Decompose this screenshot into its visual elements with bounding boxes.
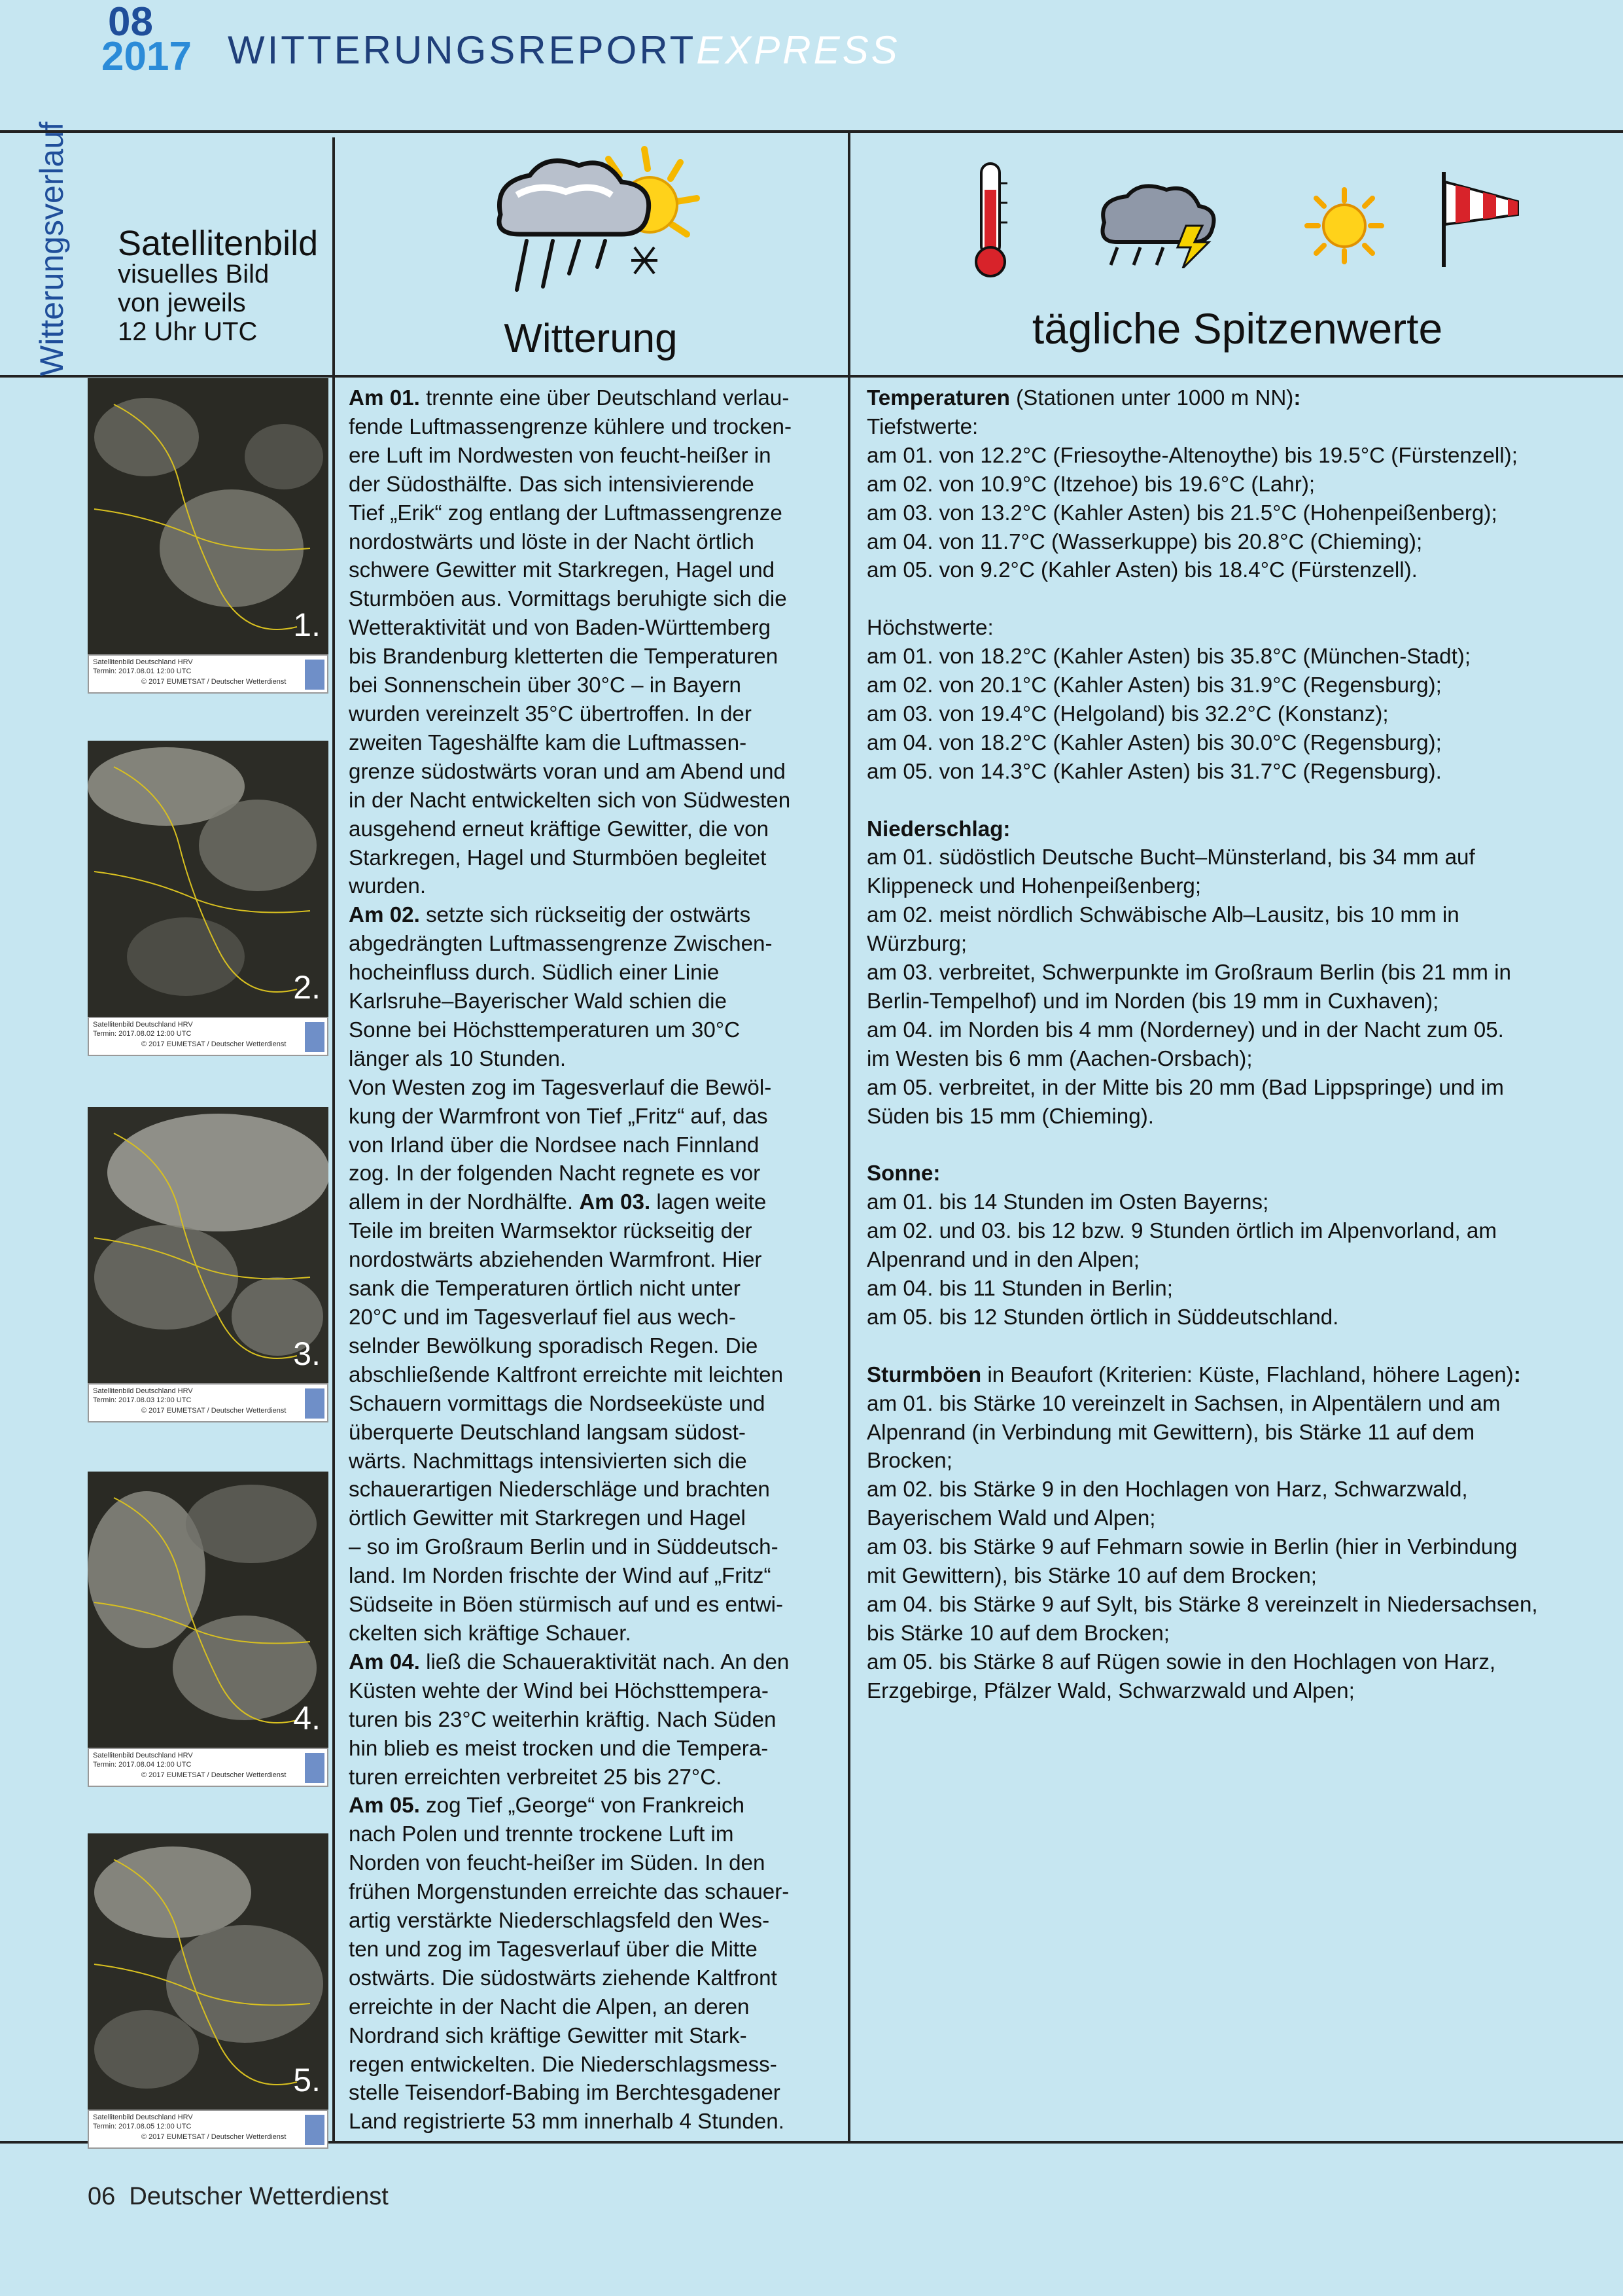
- text-run: land. Im Norden frischte der Wind auf „Fritz“: [349, 1564, 771, 1589]
- weather-column-title: Witterung: [504, 316, 678, 361]
- text-run: am 03. von 13.2°C (Kahler Asten) bis 21.5°C (Hohenpeißenberg);: [867, 501, 1497, 525]
- weather-text-line: [349, 1361, 838, 1390]
- text-run: frühen Morgenstunden erreichte das schauer-: [349, 1880, 790, 1905]
- satellite-caption-line: Satellitenbild Deutschland HRV: [93, 658, 193, 666]
- peak-text-line: [867, 1447, 1618, 1475]
- peak-text-line: [867, 1504, 1618, 1533]
- text-run: bis Brandenburg kletterten die Temperaturen: [349, 645, 778, 669]
- text-run: zog Tief „George“ von Frankreich: [419, 1793, 745, 1818]
- eumetsat-logo-icon: [305, 1388, 324, 1419]
- weather-text-line: [349, 1131, 838, 1160]
- report-year: 2017: [101, 34, 192, 79]
- bold-lead: Am 04.: [349, 1650, 420, 1674]
- weather-text-line: [349, 872, 838, 901]
- text-run: Tiefstwerte:: [867, 414, 979, 439]
- peaks-column-title: tägliche Spitzenwerte: [1032, 304, 1443, 353]
- weather-text-line: [349, 1878, 838, 1907]
- peak-text-line: [867, 1648, 1618, 1677]
- peak-text-line: [867, 843, 1618, 872]
- text-run: am 04. bis Stärke 9 auf Sylt, bis Stärke 8 vereinzelt in Niedersachsen,: [867, 1593, 1538, 1617]
- bold-lead: Am 05.: [349, 1793, 420, 1818]
- text-run: am 01. bis Stärke 10 vereinzelt in Sachsen, in Alpentälern und am: [867, 1391, 1501, 1416]
- text-run: Schauern vormittags die Nordseeküste und: [349, 1391, 765, 1416]
- bold-lead: Sonne:: [867, 1161, 941, 1186]
- weather-text-line: [349, 413, 838, 442]
- text-run: trennte eine über Deutschland verlau-: [419, 386, 790, 410]
- text-run: nordostwärts und löste in der Nacht örtlich: [349, 529, 754, 554]
- column-divider-2: [848, 132, 850, 2142]
- text-run: Küsten wehte der Wind bei Höchsttempera-: [349, 1678, 769, 1703]
- text-run: örtlich Gewitter mit Starkregen und Hagel: [349, 1506, 746, 1531]
- satellite-caption: [88, 1383, 328, 1422]
- eumetsat-logo-icon: [305, 660, 324, 690]
- peak-text-line: [867, 1332, 1618, 1361]
- text-run: erreichte in der Nacht die Alpen, an deren: [349, 1994, 750, 2019]
- peak-text-line: [867, 786, 1618, 815]
- text-run: am 03. bis Stärke 9 auf Fehmarn sowie in Berlin (hier in Verbindung: [867, 1535, 1518, 1560]
- text-run: Südseite in Böen stürmisch auf und es entwi-: [349, 1593, 784, 1617]
- satellite-image-number: 5.: [293, 2062, 321, 2098]
- page-footer: [88, 2183, 389, 2211]
- satellite-image-2: [88, 741, 328, 1056]
- satellite-caption-line: Termin: 2017.08.03 12:00 UTC: [93, 1396, 192, 1404]
- satellite-caption: [88, 1017, 328, 1056]
- satellite-map: [88, 1833, 328, 2110]
- text-run: ostwärts. Die südostwärts ziehende Kaltfront: [349, 1966, 777, 1990]
- text-run: grenze südostwärts voran und am Abend und: [349, 759, 786, 784]
- text-run: schauerartigen Niederschläge und brachten: [349, 1477, 770, 1502]
- side-label: Witterungsverlauf: [33, 121, 70, 376]
- bold-lead: :: [1513, 1362, 1521, 1387]
- satellite-column-title: Satellitenbild: [118, 224, 319, 263]
- report-month: 08: [108, 0, 153, 44]
- satellite-image-4: [88, 1472, 328, 1787]
- peak-text-line: [867, 815, 1618, 844]
- weather-text-line: [349, 959, 838, 987]
- sun-icon: [1302, 186, 1387, 265]
- weather-text-line: [349, 1332, 838, 1361]
- weather-text-line: [349, 1619, 838, 1648]
- satellite-caption-line: © 2017 EUMETSAT / Deutscher Wetterdienst: [141, 1771, 287, 1779]
- bold-lead: Niederschlag:: [867, 817, 1011, 841]
- peak-text-line: [867, 1591, 1618, 1619]
- weather-text-line: [349, 1677, 838, 1706]
- text-run: schwere Gewitter mit Starkregen, Hagel und: [349, 558, 775, 583]
- text-run: Norden von feucht-heißer im Süden. In den: [349, 1851, 765, 1876]
- weather-text-line: [349, 1419, 838, 1447]
- satellite-caption-line: Termin: 2017.08.02 12:00 UTC: [93, 1030, 192, 1038]
- weather-text-line: [349, 2079, 838, 2108]
- weather-text-line: [349, 1735, 838, 1763]
- text-run: regen entwickelten. Die Niederschlagsmess-: [349, 2052, 777, 2077]
- text-run: am 01. südöstlich Deutsche Bucht–Münsterland, bis 34 mm auf: [867, 845, 1475, 870]
- weather-text-line: [349, 786, 838, 815]
- peak-text-line: [867, 987, 1618, 1016]
- text-run: hin blieb es meist trocken und die Tempera-: [349, 1736, 769, 1761]
- text-run: am 03. verbreitet, Schwerpunkte im Großraum Berlin (bis 21 mm in: [867, 961, 1511, 985]
- satellite-subtitle-line: 12 Uhr UTC: [118, 317, 258, 346]
- text-run: Von Westen zog im Tagesverlauf die Bewöl-: [349, 1075, 772, 1100]
- text-run: ckelten sich kräftige Schauer.: [349, 1621, 631, 1646]
- peak-text-line: [867, 413, 1618, 442]
- cloud-sun-icon: [481, 143, 707, 300]
- peak-text-line: [867, 1390, 1618, 1419]
- text-run: am 02. von 20.1°C (Kahler Asten) bis 31.9°C (Regensburg);: [867, 673, 1442, 698]
- peak-text-line: [867, 499, 1618, 528]
- text-run: kung der Warmfront von Tief „Fritz“ auf, das: [349, 1104, 768, 1129]
- report-title-italic: EXPRESS: [696, 28, 900, 72]
- thunderstorm-icon: [1091, 177, 1222, 268]
- weather-text-line: [349, 1820, 838, 1849]
- text-run: Bayerischem Wald und Alpen;: [867, 1506, 1156, 1531]
- weather-text-line: [349, 1303, 838, 1332]
- text-run: 20°C und im Tagesverlauf fiel aus wech-: [349, 1305, 736, 1330]
- peak-text-line: [867, 1419, 1618, 1447]
- weather-text-line: [349, 1591, 838, 1619]
- text-run: Brocken;: [867, 1449, 952, 1474]
- text-run: am 04. von 11.7°C (Wasserkuppe) bis 20.8°C (Chieming);: [867, 529, 1423, 554]
- bold-lead: Am 03.: [579, 1190, 651, 1215]
- text-run: am 02. von 10.9°C (Itzehoe) bis 19.6°C (Lahr);: [867, 472, 1316, 497]
- text-run: wurden vereinzelt 35°C übertroffen. In der: [349, 701, 752, 726]
- peak-text-line: [867, 1016, 1618, 1045]
- satellite-subtitle-line: visuelles Bild: [118, 260, 270, 289]
- text-run: der Südosthälfte. Das sich intensivierende: [349, 472, 754, 497]
- weather-text-line: [349, 1792, 838, 1820]
- text-run: wurden.: [349, 874, 427, 899]
- text-run: Süden bis 15 mm (Chieming).: [867, 1104, 1154, 1129]
- weather-text-line: [349, 1159, 838, 1188]
- peak-text-line: [867, 1217, 1618, 1246]
- satellite-image-number: 1.: [293, 607, 321, 643]
- peak-text-line: [867, 384, 1618, 413]
- peak-text-line: [867, 758, 1618, 786]
- peak-text-line: [867, 1246, 1618, 1275]
- weather-text-line: [349, 2022, 838, 2051]
- text-run: Sonne bei Höchsttemperaturen um 30°C: [349, 1017, 741, 1042]
- peak-values: [867, 384, 1618, 1706]
- text-run: selnder Bewölkung sporadisch Regen. Die: [349, 1333, 758, 1358]
- weather-text-line: [349, 643, 838, 671]
- weather-text-line: [349, 987, 838, 1016]
- text-run: überquerte Deutschland langsam südost-: [349, 1420, 746, 1445]
- text-run: Höchstwerte:: [867, 616, 994, 641]
- weather-text-line: [349, 1188, 838, 1217]
- text-run: sank die Temperaturen örtlich nicht unter: [349, 1277, 741, 1301]
- text-run: am 05. bis 12 Stunden örtlich in Süddeutschland.: [867, 1305, 1339, 1330]
- weather-text-line: [349, 442, 838, 470]
- satellite-image-5: [88, 1833, 328, 2149]
- satellite-image-number: 3.: [293, 1335, 321, 1372]
- weather-text-line: [349, 1447, 838, 1476]
- text-run: bis Stärke 10 auf dem Brocken;: [867, 1621, 1170, 1646]
- text-run: am 02. meist nördlich Schwäbische Alb–Lausitz, bis 10 mm in: [867, 903, 1459, 928]
- text-run: Berlin-Tempelhof) und im Norden (bis 19 mm in Cuxhaven);: [867, 989, 1439, 1014]
- weather-text-line: [349, 1907, 838, 1935]
- text-run: nordostwärts abziehenden Warmfront. Hier: [349, 1248, 762, 1273]
- weather-text-line: [349, 700, 838, 729]
- weather-text-line: [349, 1964, 838, 1993]
- weather-text-line: [349, 1562, 838, 1591]
- weather-text-line: [349, 1706, 838, 1735]
- text-run: Sturmböen aus. Vormittags beruhigte sich die: [349, 587, 787, 612]
- text-run: am 05. bis Stärke 8 auf Rügen sowie in den Hochlagen von Harz,: [867, 1650, 1496, 1674]
- bold-lead: :: [1293, 386, 1301, 410]
- bold-lead: Sturmböen: [867, 1362, 982, 1387]
- thermometer-icon: [965, 157, 1017, 281]
- text-run: ausgehend erneut kräftige Gewitter, die von: [349, 817, 769, 841]
- satellite-image-number: 4.: [293, 1700, 321, 1737]
- text-run: am 02. bis Stärke 9 in den Hochlagen von Harz, Schwarzwald,: [867, 1477, 1468, 1502]
- satellite-caption-line: Termin: 2017.08.05 12:00 UTC: [93, 2123, 192, 2130]
- satellite-caption: [88, 1748, 328, 1787]
- weather-text-line: [349, 1074, 838, 1103]
- peak-text-line: [867, 1562, 1618, 1591]
- text-run: – so im Großraum Berlin und in Süddeutsch-: [349, 1535, 778, 1560]
- text-run: am 01. bis 14 Stunden im Osten Bayerns;: [867, 1190, 1269, 1215]
- weather-text-line: [349, 1390, 838, 1419]
- peak-text-line: [867, 1131, 1618, 1160]
- weather-text-line: [349, 1103, 838, 1131]
- weather-text-line: [349, 384, 838, 413]
- text-run: lagen weite: [650, 1190, 767, 1215]
- weather-text-line: [349, 930, 838, 959]
- text-run: ere Luft im Nordwesten von feucht-heißer in: [349, 443, 771, 468]
- peak-text-line: [867, 1074, 1618, 1103]
- text-run: am 03. von 19.4°C (Helgoland) bis 32.2°C (Konstanz);: [867, 701, 1389, 726]
- text-run: am 05. von 14.3°C (Kahler Asten) bis 31.7°C (Regensburg).: [867, 759, 1442, 784]
- peak-text-line: [867, 1159, 1618, 1188]
- peak-text-line: [867, 585, 1618, 614]
- weather-text-line: [349, 815, 838, 844]
- weather-text-line: [349, 1275, 838, 1303]
- text-run: stelle Teisendorf-Babing im Berchtesgadener: [349, 2081, 780, 2106]
- peak-text-line: [867, 470, 1618, 499]
- peak-text-line: [867, 1275, 1618, 1303]
- satellite-caption-line: Satellitenbild Deutschland HRV: [93, 2113, 193, 2121]
- satellite-caption-line: Satellitenbild Deutschland HRV: [93, 1752, 193, 1759]
- weather-text-line: [349, 2108, 838, 2136]
- text-run: am 05. von 9.2°C (Kahler Asten) bis 18.4°C (Fürstenzell).: [867, 558, 1418, 583]
- weather-text-line: [349, 2051, 838, 2079]
- peak-text-line: [867, 1045, 1618, 1074]
- weather-text-line: [349, 499, 838, 528]
- bold-lead: Am 02.: [349, 903, 420, 928]
- satellite-caption-line: Termin: 2017.08.01 12:00 UTC: [93, 667, 192, 675]
- peak-text-line: [867, 671, 1618, 700]
- satellite-map: [88, 1107, 328, 1383]
- text-run: artig verstärkte Niederschlagsfeld den Wes-: [349, 1909, 770, 1934]
- text-run: Tief „Erik“ zog entlang der Luftmassengrenze: [349, 501, 782, 525]
- satellite-image-3: [88, 1107, 328, 1422]
- satellite-map: [88, 1472, 328, 1748]
- header-row-border: [0, 375, 1623, 378]
- text-run: am 04. bis 11 Stunden in Berlin;: [867, 1277, 1173, 1301]
- weather-text-line: [349, 1648, 838, 1677]
- text-run: Alpenrand und in den Alpen;: [867, 1248, 1140, 1273]
- weather-text-line: [349, 556, 838, 585]
- text-run: setzte sich rückseitig der ostwärts: [419, 903, 751, 928]
- text-run: turen bis 23°C weiterhin kräftig. Nach Süden: [349, 1707, 777, 1732]
- text-run: wärts. Nachmittags intensivierten sich die: [349, 1449, 747, 1474]
- text-run: in Beaufort (Kriterien: Küste, Flachland, höhere Lagen): [981, 1362, 1514, 1387]
- text-run: Karlsruhe–Bayerischer Wald schien die: [349, 989, 727, 1014]
- text-run: in der Nacht entwickelten sich von Südwesten: [349, 788, 791, 813]
- text-run: Land registrierte 53 mm innerhalb 4 Stunden.: [349, 2110, 784, 2134]
- weather-text-line: [349, 758, 838, 786]
- eumetsat-logo-icon: [305, 1753, 324, 1783]
- text-run: Würzburg;: [867, 932, 968, 957]
- peak-text-line: [867, 729, 1618, 758]
- weather-text-line: [349, 1246, 838, 1275]
- peak-text-line: [867, 1303, 1618, 1332]
- bold-lead: Am 01.: [349, 386, 420, 410]
- satellite-subtitle-line: von jeweils: [118, 289, 246, 317]
- eumetsat-logo-icon: [305, 1022, 324, 1052]
- weather-text-line: [349, 585, 838, 614]
- weather-description: [349, 384, 838, 2136]
- peak-text-line: [867, 1361, 1618, 1390]
- peak-text-line: [867, 901, 1618, 930]
- satellite-caption-line: Termin: 2017.08.04 12:00 UTC: [93, 1761, 192, 1769]
- text-run: (Stationen unter 1000 m NN): [1009, 386, 1294, 410]
- satellite-caption-line: © 2017 EUMETSAT / Deutscher Wetterdienst: [141, 678, 287, 686]
- text-run: mit Gewittern), bis Stärke 10 auf dem Brocken;: [867, 1564, 1317, 1589]
- peak-text-line: [867, 1677, 1618, 1706]
- text-run: zweiten Tageshälfte kam die Luftmassen-: [349, 730, 747, 755]
- text-run: am 04. im Norden bis 4 mm (Norderney) und in der Nacht zum 05.: [867, 1017, 1504, 1042]
- satellite-caption-line: © 2017 EUMETSAT / Deutscher Wetterdienst: [141, 1407, 287, 1415]
- peak-text-line: [867, 1619, 1618, 1648]
- weather-text-line: [349, 901, 838, 930]
- text-run: Wetteraktivität und von Baden-Württemberg: [349, 616, 771, 641]
- text-run: am 01. von 18.2°C (Kahler Asten) bis 35.8°C (München-Stadt);: [867, 645, 1471, 669]
- text-run: nach Polen und trennte trockene Luft im: [349, 1822, 734, 1847]
- peak-text-line: [867, 614, 1618, 643]
- peak-text-line: [867, 528, 1618, 557]
- peak-text-line: [867, 1533, 1618, 1562]
- peak-text-line: [867, 643, 1618, 671]
- text-run: am 01. von 12.2°C (Friesoythe-Altenoythe) bis 19.5°C (Fürstenzell);: [867, 443, 1518, 468]
- peak-text-line: [867, 700, 1618, 729]
- text-run: ließ die Schaueraktivität nach. An den: [419, 1650, 790, 1674]
- text-run: am 05. verbreitet, in der Mitte bis 20 mm (Bad Lippspringe) und im: [867, 1075, 1504, 1100]
- weather-text-line: [349, 470, 838, 499]
- weather-text-line: [349, 671, 838, 700]
- weather-text-line: [349, 1016, 838, 1045]
- weather-text-line: [349, 1045, 838, 1074]
- page-number: 06: [88, 2183, 116, 2210]
- text-run: Teile im breiten Warmsektor rückseitig der: [349, 1219, 752, 1244]
- weather-text-line: [349, 1533, 838, 1562]
- weather-text-line: [349, 1475, 838, 1504]
- peak-text-line: [867, 1188, 1618, 1217]
- text-run: abgedrängten Luftmassengrenze Zwischen-: [349, 932, 773, 957]
- satellite-image-number: 2.: [293, 969, 321, 1006]
- text-run: im Westen bis 6 mm (Aachen-Orsbach);: [867, 1046, 1253, 1071]
- text-run: turen erreichten verbreitet 25 bis 27°C.: [349, 1765, 722, 1790]
- text-run: ten und zog im Tagesverlauf über die Mitte: [349, 1937, 758, 1962]
- satellite-caption-line: Satellitenbild Deutschland HRV: [93, 1021, 193, 1029]
- peak-text-line: [867, 959, 1618, 987]
- table-top-border: [0, 130, 1623, 133]
- peak-text-line: [867, 1103, 1618, 1131]
- text-run: abschließende Kaltfront erreichte mit leichten: [349, 1362, 784, 1387]
- text-run: länger als 10 Stunden.: [349, 1046, 567, 1071]
- windsock-icon: [1436, 169, 1527, 270]
- weather-text-line: [349, 1217, 838, 1246]
- text-run: allem in der Nordhälfte.: [349, 1190, 580, 1215]
- weather-text-line: [349, 528, 838, 557]
- text-run: fende Luftmassengrenze kühlere und trocken-: [349, 414, 792, 439]
- text-run: bei Sonnenschein über 30°C – in Bayern: [349, 673, 741, 698]
- weather-text-line: [349, 844, 838, 873]
- weather-text-line: [349, 1763, 838, 1792]
- satellite-image-1: [88, 378, 328, 694]
- peak-text-line: [867, 556, 1618, 585]
- text-run: Alpenrand (in Verbindung mit Gewittern), bis Stärke 11 auf dem: [867, 1420, 1475, 1445]
- satellite-column-subtitle: [118, 260, 269, 346]
- text-run: von Irland über die Nordsee nach Finnland: [349, 1133, 759, 1157]
- satellite-caption: [88, 2110, 328, 2149]
- column-divider-1: [332, 137, 335, 2142]
- bold-lead: Temperaturen: [867, 386, 1010, 410]
- text-run: am 02. und 03. bis 12 bzw. 9 Stunden örtlich im Alpenvorland, am: [867, 1219, 1497, 1244]
- satellite-caption: [88, 654, 328, 694]
- text-run: zog. In der folgenden Nacht regnete es vor: [349, 1161, 761, 1186]
- report-title: [228, 27, 900, 73]
- peak-text-line: [867, 442, 1618, 470]
- weather-text-line: [349, 1504, 838, 1533]
- footer-organization: Deutscher Wetterdienst: [129, 2183, 389, 2210]
- text-run: Erzgebirge, Pfälzer Wald, Schwarzwald und Alpen;: [867, 1678, 1355, 1703]
- satellite-caption-line: © 2017 EUMETSAT / Deutscher Wetterdienst: [141, 1040, 287, 1048]
- text-run: Starkregen, Hagel und Sturmböen begleitet: [349, 845, 767, 870]
- text-run: Nordrand sich kräftige Gewitter mit Stark-: [349, 2023, 747, 2048]
- peak-text-line: [867, 1475, 1618, 1504]
- text-run: hocheinfluss durch. Südlich einer Linie: [349, 961, 720, 985]
- satellite-caption-line: © 2017 EUMETSAT / Deutscher Wetterdienst: [141, 2133, 287, 2141]
- peak-text-line: [867, 930, 1618, 959]
- text-run: Klippeneck und Hohenpeißenberg;: [867, 874, 1202, 899]
- satellite-caption-line: Satellitenbild Deutschland HRV: [93, 1387, 193, 1395]
- report-title-main: WITTERUNGSREPORT: [228, 28, 697, 72]
- satellite-map: [88, 378, 328, 654]
- eumetsat-logo-icon: [305, 2115, 324, 2145]
- weather-text-line: [349, 1849, 838, 1878]
- weather-text-line: [349, 729, 838, 758]
- peak-text-line: [867, 872, 1618, 901]
- weather-text-line: [349, 614, 838, 643]
- weather-text-line: [349, 1993, 838, 2022]
- text-run: am 04. von 18.2°C (Kahler Asten) bis 30.0°C (Regensburg);: [867, 730, 1442, 755]
- weather-text-line: [349, 1935, 838, 1964]
- satellite-map: [88, 741, 328, 1017]
